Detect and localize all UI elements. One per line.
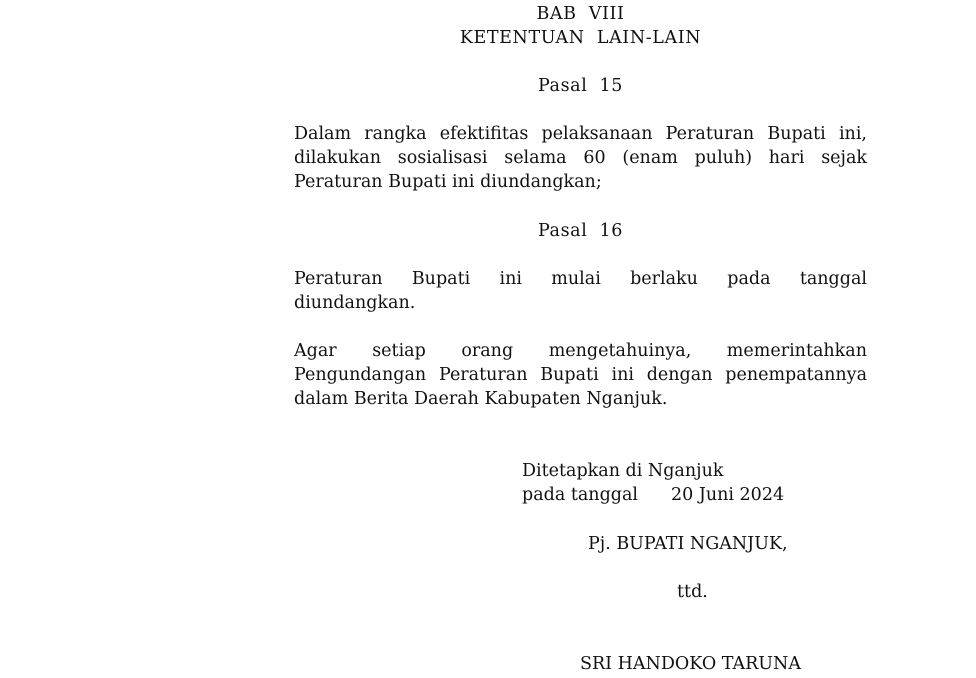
signature-date-label: pada tanggal — [522, 485, 639, 505]
pasal-16-line-2: diundangkan. — [294, 293, 416, 313]
signature-place: Ditetapkan di Nganjuk — [522, 461, 724, 481]
signature-date-row — [522, 483, 822, 507]
chapter-title — [294, 26, 867, 50]
signature-date-value: 20 Juni 2024 — [671, 485, 785, 505]
pasal-16-heading — [294, 219, 867, 243]
pasal-16-line-1: Peraturan Bupati ini mulai berlaku pada tanggal — [294, 269, 867, 289]
chapter-number — [294, 2, 867, 26]
closing-line-1: Agar setiap orang mengetahuinya, memerintahkan — [294, 341, 867, 361]
pasal-15-paragraph — [294, 122, 867, 194]
closing-paragraph — [294, 339, 867, 411]
signatory-name: SRI HANDOKO TARUNA — [580, 654, 801, 674]
pasal-15-heading — [294, 74, 867, 98]
chapter-number-text: BAB VIII — [536, 4, 625, 24]
signature-signed-mark: ttd. — [677, 582, 708, 602]
signature-office: Pj. BUPATI NGANJUK, — [588, 534, 788, 554]
chapter-title-text: KETENTUAN LAIN-LAIN — [459, 28, 702, 48]
pasal-16-paragraph — [294, 267, 867, 315]
pasal-15-line-2: dilakukan sosialisasi selama 60 (enam puluh) hari sejak — [294, 148, 867, 168]
pasal-15-line-3: Peraturan Bupati ini diundangkan; — [294, 172, 602, 192]
closing-line-2: Pengundangan Peraturan Bupati ini dengan penempatannya — [294, 365, 867, 385]
pasal-15-heading-text: Pasal 15 — [537, 76, 624, 96]
pasal-16-heading-text: Pasal 16 — [537, 221, 624, 241]
closing-line-3: dalam Berita Daerah Kabupaten Nganjuk. — [294, 389, 668, 409]
pasal-15-line-1: Dalam rangka efektifitas pelaksanaan Peraturan Bupati ini, — [294, 124, 867, 144]
